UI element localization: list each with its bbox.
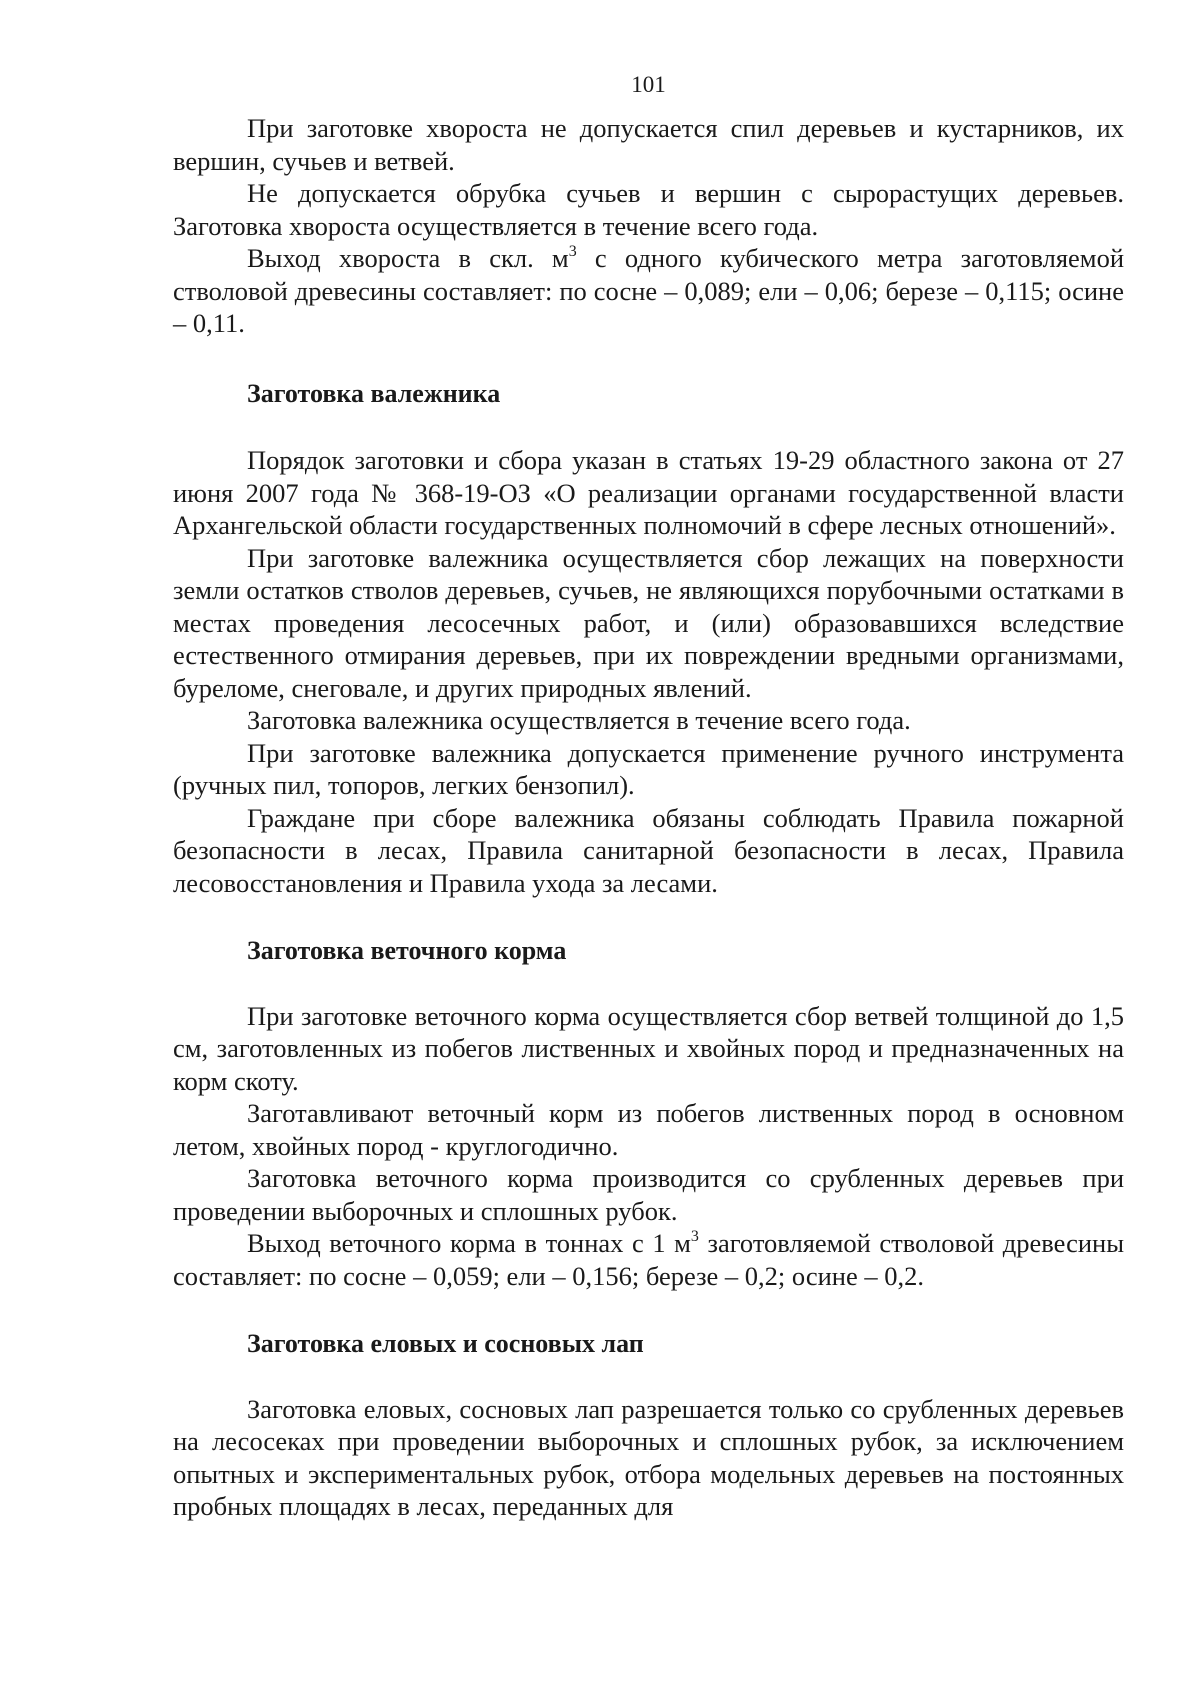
paragraph-text: заготовляемой стволовой древесины составляет: по сосне – 0,059; ели – 0,156; березе – 0,2; осине – 0,2. [173, 1228, 1124, 1291]
paragraph-text: Выход веточного корма в тоннах с 1 м [247, 1228, 691, 1258]
paragraph: Заготавливают веточный корм из побегов лиственных пород в основном летом, хвойных пород - круглогодично. [173, 1098, 1124, 1161]
paragraph-text: Выход хвороста в скл. м [247, 243, 569, 273]
paragraph: При заготовке хвороста не допускается спил деревьев и кустарников, их вершин, сучьев и ветвей. [173, 113, 1124, 176]
paragraph: При заготовке валежника допускается применение ручного инструмента (ручных пил, топоров, легких бензопил). [173, 737, 1124, 800]
paragraph: При заготовке валежника осуществляется сбор лежащих на поверхности земли остатков стволов деревьев, сучьев, не являющихся порубочными остатками в местах проведения лесосечных работ, и (или) образовавшихся вследствие естественного отмирания деревьев, при их повреждении вредными организмами, буреломе, снеговале, и других природных явлений. [173, 542, 1124, 703]
section-heading: Заготовка веточного корма [247, 936, 567, 965]
document-body [173, 112, 1124, 1523]
paragraph-text: с одного кубического метра заготовляемой стволовой древесины составляет: по сосне – 0,089; ели – 0,06; березе – 0,115; осине – 0,11. [173, 243, 1124, 338]
paragraph [173, 1227, 1124, 1292]
paragraph: Порядок заготовки и сбора указан в статьях 19-29 областного закона от 27 июня 2007 года № 368-19-ОЗ «О реализации органами государственной власти Архангельской области государственных полномочий в сфере лесных отношений». [173, 445, 1124, 540]
superscript: 3 [568, 243, 577, 260]
paragraph: Граждане при сборе валежника обязаны соблюдать Правила пожарной безопасности в лесах, Правила санитарной безопасности в лесах, Правила лесовосстановления и Правила ухода за лесами. [173, 802, 1124, 898]
paragraph: Заготовка веточного корма производится со срубленных деревьев при проведении выборочных и сплошных рубок. [173, 1163, 1124, 1226]
paragraph: При заготовке веточного корма осуществляется сбор ветвей толщиной до 1,5 см, заготовленных из побегов лиственных и хвойных пород и предназначенных на корм скоту. [173, 1000, 1124, 1096]
page-number: 101 [631, 72, 666, 97]
section-heading: Заготовка еловых и сосновых лап [247, 1329, 644, 1358]
paragraph: Заготовка валежника осуществляется в течение всего года. [247, 705, 911, 735]
paragraph [173, 242, 1124, 340]
section-heading: Заготовка валежника [247, 378, 501, 408]
superscript: 3 [690, 1228, 699, 1245]
paragraph: Не допускается обрубка сучьев и вершин с сырорастущих деревьев. Заготовка хвороста осуществляется в течение всего года. [173, 178, 1124, 241]
paragraph: Заготовка еловых, сосновых лап разрешается только со срубленных деревьев на лесосеках при проведении выборочных и сплошных рубок, за исключением опытных и экспериментальных рубок, отбора модельных деревьев на постоянных пробных площадях в лесах, переданных для [173, 1393, 1124, 1521]
